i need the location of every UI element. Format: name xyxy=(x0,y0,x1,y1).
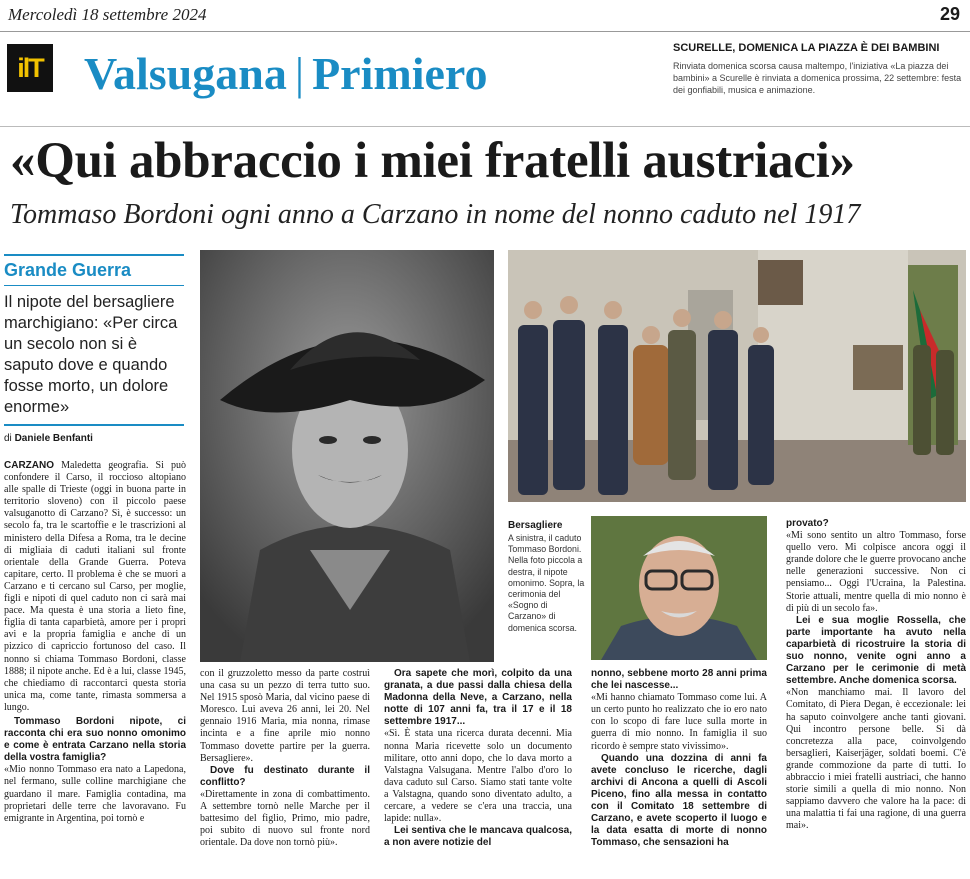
caption-title: Bersagliere xyxy=(508,520,563,531)
text-column-5 xyxy=(786,518,966,876)
answer-1-end: con il gruzzoletto messo da parte costruì una casa su un pezzo di terra tutto suo. Nel 1915 sposò Maria, dal vicino paese di Moresco. Lui aveva 26 anni, lei 20. Nel gennaio 1916 Maria, mia nonna, rimase incinta e a fine aprile mio nonno Tommaso dovette partire per la guerra. Bersagliere». xyxy=(200,668,370,764)
article-headline: «Qui abbraccio i miei fratelli austriaci» xyxy=(10,133,855,189)
byline-author: Daniele Benfanti xyxy=(14,433,93,444)
article-subhead: Tommaso Bordoni ogni anno a Carzano in nome del nonno caduto nel 1917 xyxy=(10,199,861,230)
photo-ceremony xyxy=(508,250,966,502)
byline-rule xyxy=(4,424,184,426)
photo-grandson-portrait xyxy=(591,516,767,660)
photo-bersagliere-portrait xyxy=(200,250,494,662)
question-5-start: Quando una dozzina di anni fa avete concluso le ricerche, dagli archivi di Ancona a quelli di Ascoli Piceno, fino alla messa in contatto con il Comitato 18 settembre di Carzano, e avete scoperto il luogo e la data esatta di morte di nonno Tommaso, che sensazioni ha xyxy=(591,752,767,849)
question-4-end: nonno, sebbene morto 28 anni prima che lei nascesse... xyxy=(591,668,767,692)
answer-6: «Non manchiamo mai. Il lavoro del Comitato, di Piera Degan, è eccezionale: lei ha saputo coinvolgere anche tanti giovani. Qui incontro persone belle. Si dà concretezza alla pace, coinvolgendo bersaglieri, Kaiserjäger, soldati boemi. C'è grande commozione da parte di tutti. Io abbraccio i miei fratelli austriaci, che hanno storie simili a quella di mio nonno. Non sappiamo davvero che valore ha la pace: di una malattia ti fai una ragione, di una guerra mai». xyxy=(786,687,966,832)
text-column-3 xyxy=(384,668,572,876)
answer-2: «Direttamente in zona di combattimento. A settembre tornò nelle Marche per il battesimo del figlio, Primo, mio padre, poi subito di nuovo sul fronte nord orientale. Da dove non tornò più». xyxy=(200,788,370,849)
teaser-body: Rinviata domenica scorsa causa maltempo, l'iniziativa «La piazza dei bambini» a Scurelle è rinviata a domenica prossima, 22 settembre: festa dei gonfiabili, musica e animazione. xyxy=(673,61,962,95)
intro-text: Maledetta geografia. Si può confondere il Carso, il roccioso altopiano alle spalle di Trieste (oggi in buona parte in territorio sloveno) con il piccolo paese valsuganotto di Carzano? Sì, è successo: un secolo fa, tra le scartoffie e le trascrizioni al ministero della Difesa a Roma, tra le decine di migliaia di caduti italiani sul fronte orientale della Grande Guerra. Poteva capitare, certo. Il problema è che se muori a Carzano e ti cercano sul Carso, per moglie, figli e nipoti di quel caduto non ci sarà mai pace. Ma questa è una storia a lieto fine, figlia di tanta caparbietà, amore per i propri avi e la propria famiglia e anche di un pizzico di capriccio fortunoso del caso. Il nonno si chiama Tommaso Bordoni, classe 1888; il nipote anche. Ed è a lui, classe 1945, che chiediamo di raccontarci questa storia unica ma, come tante, rimasta sommersa a lungo. xyxy=(4,460,186,713)
byline-prefix: di xyxy=(4,433,12,444)
teaser-title: SCURELLE, DOMENICA LA PIAZZA È DEI BAMBINI xyxy=(673,42,940,54)
header-divider xyxy=(0,31,970,32)
section-tag: Grande Guerra xyxy=(4,260,132,280)
dateline: CARZANO xyxy=(4,460,54,471)
text-column-4 xyxy=(591,668,767,876)
newspaper-logo: ilT xyxy=(7,44,53,92)
question-4-start: Lei sentiva che le mancava qualcosa, a non avere notizie del xyxy=(384,825,572,849)
answer-4: «Mi hanno chiamato Tommaso come lui. A un certo punto ho realizzato che io ero nato con lo scopo di fare luce sulla morte in guerra di mio nonno. In famiglia il suo ricordo è sempre stato vivissimo». xyxy=(591,692,767,752)
page-number: 29 xyxy=(939,4,960,24)
answer-3: «Sì. È stata una ricerca durata decenni. Mia nonna Maria ricevette solo un documento militare, otto anni dopo, che lo dava morto a Valstagna Valsugana. Mentre l'albo d'oro lo dava caduto sul Carso. Siamo stati tante volte a Valstagna, quando sono diventato adulto, a cercare, a vedere se c'era una traccia, una lapide: nulla». xyxy=(384,728,572,825)
article-standfirst: Il nipote del bersagliere marchigiano: «Per circa un secolo non si è saputo dove e quando fosse morto, un dolore enorme» xyxy=(4,293,178,416)
section-title-left: Valsugana xyxy=(84,48,287,99)
answer-1-start: «Mio nonno Tommaso era nato a Lapedona, nel fermano, sulle colline marchigiane che guardano il mare. Famiglia contadina, ma proprietari delle terre che lavoravano. Fu emigrante in Argentina, poi tornò e xyxy=(4,764,186,824)
answer-5: «Mi sono sentito un altro Tommaso, forse quello vero. Mi colpisce ancora oggi il grande dolore che le guerre provocano anche nelle generazioni successive. Non ci pensiamo... Oggi l'Ucraina, la Palestina. Storie attuali, mentre quella di mio nonno è di più di un secolo fa». xyxy=(786,530,966,614)
section-title-separator: | xyxy=(294,48,305,99)
text-column-1 xyxy=(4,460,186,876)
headline-divider xyxy=(0,126,970,127)
section-title xyxy=(84,47,487,100)
question-2: Dove fu destinato durante il conflitto? xyxy=(200,764,370,788)
section-title-right: Primiero xyxy=(312,48,488,99)
byline xyxy=(4,433,93,444)
issue-date: Mercoledì 18 settembre 2024 xyxy=(8,5,207,24)
question-5-end: provato? xyxy=(786,518,829,529)
text-column-2 xyxy=(200,668,370,876)
question-3: Ora sapete che morì, colpito da una granata, a due passi dalla chiesa della Madonna della Neve, a Carzano, nella notte di 107 anni fa, tra il 17 e il 18 settembre 1917... xyxy=(384,668,572,728)
question-1: Tommaso Bordoni nipote, ci racconta chi era suo nonno omonimo e come è entrata Carzano nella storia della vostra famiglia? xyxy=(4,715,186,764)
caption-body: A sinistra, il caduto Tommaso Bordoni. Nella foto piccola a destra, il nipote omonimo. Sopra, la cerimonia del «Sogno di Carzano» di domenica scorsa. xyxy=(508,533,585,633)
section-tag-underline xyxy=(4,285,184,286)
section-tag-rule xyxy=(4,254,184,256)
question-6: Lei e sua moglie Rossella, che parte importante ha avuto nella caparbietà di ricostruire la storia di suo nonno, venite ogni anno a Carzano per le cerimonie di metà settembre. Anche domenica scorsa. xyxy=(786,614,966,687)
